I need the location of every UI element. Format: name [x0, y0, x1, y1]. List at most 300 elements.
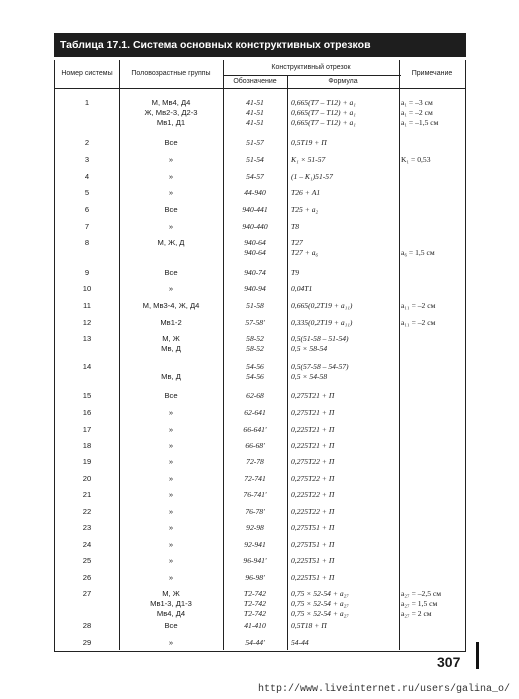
cell-line: 0,5 × 54-58: [291, 371, 328, 381]
cell-line: 19: [82, 457, 92, 466]
cell-line: 51-54: [246, 155, 264, 164]
cell-line: Мв, Д: [161, 371, 181, 381]
cell-line: М, Ж, Д: [157, 238, 185, 247]
header-segment: Конструктивный отрезок: [271, 64, 351, 71]
row-group: [119, 205, 223, 215]
table-title: Таблица 17.1. Система основных конструктивных отрезков: [54, 33, 466, 57]
cell-line: 0,275Т51 + П: [291, 523, 335, 532]
cell-line: 9: [84, 268, 90, 277]
cell-line: М, Ж: [162, 334, 180, 343]
cell-line: a₂₇ = 1,5 см: [401, 598, 438, 608]
row-group: [119, 523, 223, 533]
row-formula: [291, 457, 399, 467]
cell-line: a₁₁ = –2 см: [401, 301, 436, 310]
cell-line: [401, 408, 465, 418]
row-formula: [291, 155, 399, 165]
cell-line: Все: [164, 391, 178, 400]
cell-line: 17: [82, 425, 92, 434]
row-code: [223, 621, 287, 631]
cell-line: »: [168, 155, 174, 164]
cell-line: [401, 268, 465, 278]
row-number: [55, 172, 119, 182]
row-number: [55, 362, 119, 372]
cell-line: 0,5(57-58 – 54-57): [291, 362, 349, 371]
row-number: [55, 507, 119, 517]
row-number: [55, 457, 119, 467]
cell-line: 58-52: [246, 343, 264, 353]
row-group: [119, 391, 223, 401]
row-group: [119, 301, 223, 311]
cell-line: »: [168, 507, 174, 516]
cell-line: Т2-742: [244, 589, 266, 598]
row-note: [401, 457, 465, 467]
cell-line: 66-68': [245, 441, 265, 450]
header-formula: Формула: [328, 78, 358, 85]
cell-line: М, Ж: [162, 589, 180, 598]
row-formula: [291, 408, 399, 418]
row-code: [223, 268, 287, 278]
cell-line: Все: [164, 205, 178, 214]
cell-line: 8: [84, 238, 90, 247]
cell-line: 54-56: [246, 371, 264, 381]
row-group: [119, 318, 223, 328]
cell-line: 0,5 × 58-54: [291, 343, 328, 353]
cell-line: Все: [164, 621, 178, 630]
cell-line: 20: [82, 474, 92, 483]
row-group: [119, 441, 223, 451]
row-note: [401, 301, 465, 311]
row-code: [223, 98, 287, 127]
row-code: [223, 507, 287, 517]
row-group: [119, 474, 223, 484]
cell-line: 0,665(Т7 – Т12) + a₁: [291, 98, 356, 107]
cell-line: Мв4, Д4: [156, 608, 186, 618]
row-code: [223, 155, 287, 165]
cell-line: [401, 284, 465, 294]
cell-line: [401, 372, 465, 382]
cell-line: »: [168, 573, 174, 582]
row-code: [223, 425, 287, 435]
row-formula: [291, 238, 399, 258]
cell-line: Т8: [291, 222, 300, 231]
row-code: [223, 589, 287, 618]
cell-line: 72-78: [246, 457, 264, 466]
cell-line: 62-68: [246, 391, 264, 400]
row-code: [223, 457, 287, 467]
row-number: [55, 621, 119, 631]
cell-line: [401, 573, 465, 583]
row-group: [119, 98, 223, 127]
row-note: [401, 425, 465, 435]
row-formula: [291, 425, 399, 435]
cell-line: Т2-742: [244, 608, 266, 618]
cell-line: 0,75 × 52-54 + a₂₇: [291, 589, 349, 598]
cell-line: a₁₁ = –2 см: [401, 318, 436, 327]
cell-line: 0,5Т18 + П: [291, 621, 327, 630]
row-formula: [291, 391, 399, 401]
row-code: [223, 284, 287, 294]
row-note: [401, 490, 465, 500]
row-note: [401, 362, 465, 382]
cell-line: 26: [82, 573, 92, 582]
cell-line: a₁ = –2 см: [401, 107, 433, 117]
row-number: [55, 222, 119, 232]
cell-line: 0,225Т51 + П: [291, 573, 335, 582]
row-note: [401, 98, 465, 127]
cell-line: Мв, Д: [161, 343, 181, 353]
row-group: [119, 334, 223, 354]
cell-line: a₂₇ = 2 см: [401, 608, 432, 618]
cell-line: М, Мв4, Д4: [151, 98, 191, 107]
row-formula: [291, 441, 399, 451]
cell-line: »: [168, 441, 174, 450]
row-formula: [291, 222, 399, 232]
row-group: [119, 507, 223, 517]
cell-line: 0,275Т21 + П: [291, 391, 335, 400]
header-subdivider: [223, 75, 401, 76]
row-note: [401, 507, 465, 517]
row-note: [401, 284, 465, 294]
cell-line: [401, 507, 465, 517]
row-code: [223, 362, 287, 382]
cell-line: 1: [84, 98, 90, 107]
cell-line: 76-78': [245, 507, 265, 516]
row-group: [119, 138, 223, 148]
cell-line: [401, 188, 465, 198]
cell-line: 41-51: [246, 98, 264, 107]
row-formula: [291, 318, 399, 328]
cell-line: 14: [82, 362, 92, 371]
row-formula: [291, 556, 399, 566]
row-code: [223, 222, 287, 232]
column-divider: [399, 60, 400, 650]
cell-line: »: [168, 474, 174, 483]
row-code: [223, 172, 287, 182]
row-formula: [291, 638, 399, 648]
cell-line: 16: [82, 408, 92, 417]
row-group: [119, 638, 223, 648]
cell-line: [401, 344, 465, 354]
row-note: [401, 268, 465, 278]
row-note: [401, 540, 465, 550]
row-number: [55, 284, 119, 294]
cell-line: [401, 638, 465, 648]
cell-line: 0,275Т21 + П: [291, 408, 335, 417]
cell-line: Мв1-2: [160, 318, 182, 327]
row-code: [223, 441, 287, 451]
footer-url: http://www.liveinternet.ru/users/galina_o/: [258, 684, 511, 695]
cell-line: K₁ = 0,53: [401, 155, 431, 164]
row-formula: [291, 138, 399, 148]
cell-line: 0,225Т22 + П: [291, 507, 335, 516]
cell-line: 0,665(0,2Т19 + a₁₁): [291, 301, 353, 310]
cell-line: [401, 138, 465, 148]
row-formula: [291, 284, 399, 294]
row-group: [119, 238, 223, 248]
row-code: [223, 391, 287, 401]
header-code: Обозначение: [233, 78, 277, 85]
row-formula: [291, 490, 399, 500]
row-formula: [291, 172, 399, 182]
cell-line: »: [168, 188, 174, 197]
cell-line: [401, 222, 465, 232]
cell-line: a₂₇ = –2,5 см: [401, 589, 442, 598]
header-number: Номер системы: [61, 70, 113, 77]
cell-line: »: [168, 540, 174, 549]
cell-line: Все: [164, 268, 178, 277]
row-number: [55, 188, 119, 198]
cell-line: »: [168, 425, 174, 434]
cell-line: Т2-742: [244, 598, 266, 608]
cell-line: 54-44': [245, 638, 265, 647]
row-code: [223, 408, 287, 418]
cell-line: [401, 362, 465, 372]
column-divider: [287, 75, 288, 650]
header-group: Половозрастные группы: [131, 70, 211, 77]
row-group: [119, 573, 223, 583]
cell-line: »: [168, 284, 174, 293]
row-note: [401, 222, 465, 232]
row-note: [401, 205, 465, 215]
cell-line: 0,225Т21 + П: [291, 441, 335, 450]
row-code: [223, 188, 287, 198]
row-group: [119, 589, 223, 618]
cell-line: 44-940: [244, 188, 266, 197]
row-number: [55, 425, 119, 435]
cell-line: 11: [83, 301, 91, 310]
cell-line: 25: [82, 556, 92, 565]
cell-line: 21: [82, 490, 92, 499]
cell-line: »: [168, 490, 174, 499]
row-number: [55, 268, 119, 278]
cell-line: 0,04Т1: [291, 284, 313, 293]
cell-line: 10: [82, 284, 92, 293]
row-number: [55, 556, 119, 566]
row-group: [119, 457, 223, 467]
cell-line: [401, 238, 465, 248]
cell-line: [401, 621, 465, 631]
cell-line: 51-57: [246, 138, 264, 147]
cell-line: Т27 + a₆: [291, 247, 319, 257]
row-code: [223, 138, 287, 148]
page-marker-bar: [476, 642, 479, 669]
cell-line: Ж, Мв2-3, Д2-3: [144, 107, 198, 117]
cell-line: [401, 391, 465, 401]
row-group: [119, 284, 223, 294]
cell-line: 0,225Т51 + П: [291, 556, 335, 565]
row-number: [55, 408, 119, 418]
cell-line: 76-741': [243, 490, 267, 499]
cell-line: a₁ = –1,5 см: [401, 117, 439, 127]
row-note: [401, 138, 465, 148]
cell-line: Т9: [291, 268, 300, 277]
row-code: [223, 638, 287, 648]
cell-line: 23: [82, 523, 92, 532]
cell-line: [401, 172, 465, 182]
cell-line: 92-941: [244, 540, 266, 549]
cell-line: Мв1-3, Д1-3: [150, 598, 192, 608]
cell-line: 57-58': [245, 318, 265, 327]
row-note: [401, 589, 465, 618]
row-formula: [291, 205, 399, 215]
row-number: [55, 98, 119, 108]
row-formula: [291, 621, 399, 631]
cell-line: a₁ = –3 см: [401, 98, 433, 107]
row-group: [119, 172, 223, 182]
cell-line: 0,225Т21 + П: [291, 425, 335, 434]
cell-line: [401, 474, 465, 484]
cell-line: 18: [82, 441, 92, 450]
cell-line: [401, 490, 465, 500]
row-formula: [291, 540, 399, 550]
cell-line: [401, 457, 465, 467]
cell-line: М, Мв3-4, Ж, Д4: [142, 301, 200, 310]
cell-line: [401, 523, 465, 533]
row-number: [55, 490, 119, 500]
row-code: [223, 318, 287, 328]
cell-line: 72-741: [244, 474, 266, 483]
cell-line: 3: [84, 155, 90, 164]
row-number: [55, 334, 119, 344]
cell-line: 0,225Т22 + П: [291, 490, 335, 499]
cell-line: [401, 425, 465, 435]
cell-line: 6: [84, 205, 90, 214]
cell-line: 54-56: [246, 362, 264, 371]
cell-line: »: [168, 172, 174, 181]
row-group: [119, 408, 223, 418]
cell-line: 7: [84, 222, 90, 231]
row-note: [401, 172, 465, 182]
header-divider: [55, 88, 465, 89]
cell-line: 2: [84, 138, 90, 147]
row-number: [55, 441, 119, 451]
row-number: [55, 301, 119, 311]
row-formula: [291, 589, 399, 618]
row-note: [401, 523, 465, 533]
cell-line: [401, 205, 465, 215]
row-number: [55, 138, 119, 148]
cell-line: 12: [82, 318, 92, 327]
row-note: [401, 155, 465, 165]
cell-line: Мв1, Д1: [156, 117, 186, 127]
row-number: [55, 523, 119, 533]
cell-line: 0,75 × 52-54 + a₂₇: [291, 598, 349, 608]
cell-line: 15: [82, 391, 92, 400]
row-note: [401, 391, 465, 401]
cell-line: »: [168, 523, 174, 532]
cell-line: Т26 + А1: [291, 188, 321, 197]
cell-line: 22: [82, 507, 92, 516]
cell-line: 940-441: [242, 205, 268, 214]
row-number: [55, 573, 119, 583]
cell-line: 940-64: [244, 238, 266, 247]
cell-line: [401, 441, 465, 451]
cell-line: 66-641': [243, 425, 267, 434]
row-note: [401, 238, 465, 258]
cell-line: 0,665(Т7 – Т12) + a₁: [291, 117, 356, 127]
cell-line: 0,335(0,2Т19 + a₁₁): [291, 318, 353, 327]
cell-line: »: [168, 408, 174, 417]
row-number: [55, 318, 119, 328]
row-formula: [291, 474, 399, 484]
cell-line: 0,75 × 52-54 + a₂₇: [291, 608, 349, 618]
cell-line: 13: [82, 334, 92, 343]
row-group: [119, 540, 223, 550]
cell-line: 54-57: [246, 172, 264, 181]
cell-line: K₁ × 51-57: [291, 155, 326, 164]
row-group: [119, 490, 223, 500]
row-number: [55, 155, 119, 165]
cell-line: 0,665(Т7 – Т12) + a₁: [291, 107, 356, 117]
row-group: [119, 222, 223, 232]
cell-line: 940-440: [242, 222, 268, 231]
row-note: [401, 638, 465, 648]
row-code: [223, 474, 287, 484]
segments-table: [54, 60, 466, 652]
cell-line: 41-51: [246, 107, 264, 117]
cell-line: 96-98': [245, 573, 265, 582]
cell-line: Т25 + a₂: [291, 205, 319, 214]
row-code: [223, 301, 287, 311]
row-formula: [291, 98, 399, 127]
row-code: [223, 205, 287, 215]
row-note: [401, 188, 465, 198]
cell-line: Т27: [291, 238, 303, 247]
cell-line: [119, 362, 223, 372]
row-code: [223, 523, 287, 533]
row-group: [119, 188, 223, 198]
row-number: [55, 540, 119, 550]
cell-line: [401, 556, 465, 566]
cell-line: 0,275Т22 + П: [291, 457, 335, 466]
cell-line: 0,275Т51 + П: [291, 540, 335, 549]
cell-line: 0,275Т22 + П: [291, 474, 335, 483]
cell-line: 5: [84, 188, 90, 197]
row-note: [401, 318, 465, 328]
row-formula: [291, 301, 399, 311]
cell-line: a₆ = 1,5 см: [401, 247, 435, 257]
row-number: [55, 205, 119, 215]
row-note: [401, 408, 465, 418]
cell-line: 0,5(51-58 – 51-54): [291, 334, 349, 343]
row-formula: [291, 362, 399, 382]
cell-line: 96-941': [243, 556, 267, 565]
header-note: Примечание: [411, 70, 453, 77]
row-code: [223, 540, 287, 550]
cell-line: [401, 334, 465, 344]
row-formula: [291, 573, 399, 583]
row-formula: [291, 507, 399, 517]
cell-line: »: [168, 457, 174, 466]
row-group: [119, 425, 223, 435]
cell-line: 0,5Т19 + П: [291, 138, 327, 147]
row-note: [401, 573, 465, 583]
row-formula: [291, 268, 399, 278]
cell-line: 62-641: [244, 408, 266, 417]
row-note: [401, 334, 465, 354]
row-number: [55, 589, 119, 599]
cell-line: 940-94: [244, 284, 266, 293]
cell-line: 58-52: [246, 334, 264, 343]
row-code: [223, 573, 287, 583]
cell-line: »: [168, 638, 174, 647]
cell-line: 940-74: [244, 268, 266, 277]
row-code: [223, 556, 287, 566]
row-group: [119, 556, 223, 566]
cell-line: 51-58: [246, 301, 264, 310]
row-note: [401, 441, 465, 451]
row-code: [223, 238, 287, 258]
